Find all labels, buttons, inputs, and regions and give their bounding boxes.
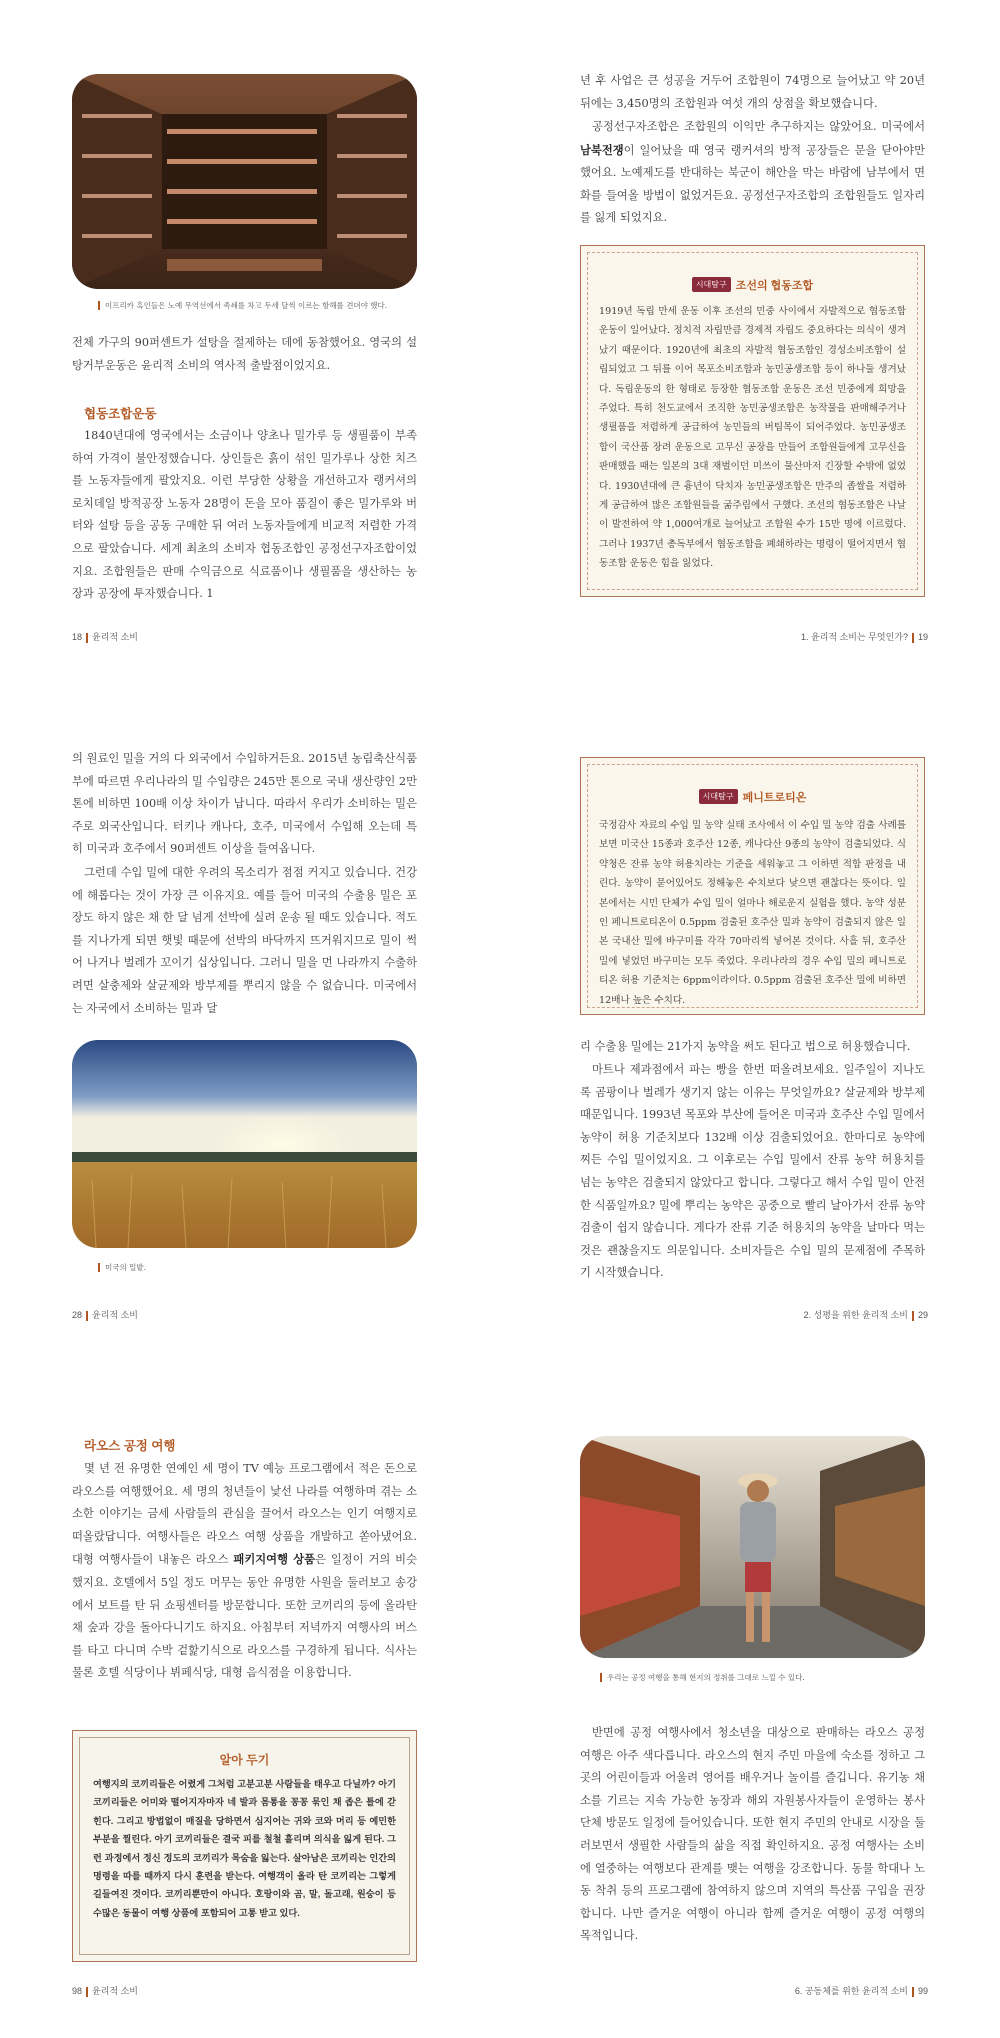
body-paragraph: 반면에 공정 여행사에서 청소년을 대상으로 판매하는 라오스 공정 여행은 아주 색다릅니다. 라오스의 현지 주민 마을에 숙소를 정하고 그곳의 어린이들과 어울려 영어를 배우거나 놀이를 즐깁니다. 유기농 채소를 기르는 지속 가능한 농장과 해외 자원봉사자들이 운영하는 봉사 단체 방문도 일정에 들어있습니다. 또한 현지 주민의 안내로 시장을 둘러보면서 생필한 사람들의 삶을 직접 확인하지요. 공정 여행사는 소비에 열중하는 여행보다 관계를 맺는 여행을 강조합니다. 동물 학대나 노동 착취 등의 프로그램에 참여하지 않으며 지역의 특산품 구입을 권장합니다. 나만 즐거운 여행이 아니라 함께 즐거운 여행이 공정 여행의 목적입니다. [580, 1726, 925, 1943]
body-paragraph: 공정선구자조합은 조합원의 이익만 추구하지는 않았어요. 미국에서 남북전쟁이 일어났을 때 영국 랭커셔의 방적 공장들은 문을 닫아야만 했어요. 노예제도를 반대하는 북군이 해안을 막는 바람에 남부에서 면화를 들여올 방법이 없었거든요. 공정선구자조합의 조합원들도 일자리를 잃게 되었지요. [580, 120, 925, 225]
page-folio: 18 윤리적 소비 [72, 632, 138, 642]
sidebar-badge: 시대탐구 [699, 789, 738, 804]
body-paragraph: 의 원료인 밀을 거의 다 외국에서 수입하거든요. 2015년 농림축산식품부에 따르면 우리나라의 밀 수입량은 245만 톤으로 국내 생산량인 2만 톤에 비하면 100배 이상 차이가 납니다. 따라서 우리가 소비하는 밀은 주로 외국산입니다. 터키나 캐나다, 호주, 미국에서 수입해 오는데 특히 미국과 호주에서 90퍼센트 이상을 들여옵니다. [72, 752, 417, 856]
photo-caption: 이프리카 흑인들은 노예 무역선에서 족쇄를 차고 두세 달씩 이르는 항해를 견뎌야 했다. [98, 300, 428, 311]
sidebar-box-joseon-coop [580, 245, 925, 597]
page-folio: 28 윤리적 소비 [72, 1310, 138, 1320]
sidebar-box-fenitrothion [580, 757, 925, 1015]
photo-caption: 우리는 공정 여행을 통해 현지의 정취를 그대로 느낄 수 있다. [600, 1672, 920, 1683]
body-paragraph: 몇 년 전 유명한 연예인 세 명이 TV 예능 프로그램에서 적은 돈으로 라오스를 여행했어요. 세 명의 청년들이 낯선 나라를 여행하며 겪는 소소한 이야기는 금세 사람들의 관심을 끌어서 라오스는 인기 여행지로 떠올랐답니다. 여행사들은 라오스 여행 상품을 개발하고 쏟아냈어요. 대형 여행사들이 내놓은 라오스 패키지여행 상품은 일정이 거의 비슷했지요. 호텔에서 5일 정도 머무는 동안 유명한 사원을 둘러보고 송강에서 보트를 탄 뒤 쇼핑센터를 방문합니다. 또한 코끼리의 등에 올라탄 채 숲과 강을 돌아다니기도 하지요. 아침부터 저녁까지 여행사의 버스를 타고 다니며 수박 겉핥기식으로 라오스를 구경하게 됩니다. 식사는 물론 호텔 식당이나 뷔페식당, 대형 음식점을 이용합니다. [72, 1462, 418, 1680]
slave-ship-photo [72, 74, 417, 289]
note-title: 알아 두기 [219, 1753, 270, 1767]
body-paragraph: 1840년대에 영국에서는 소금이나 양초나 밀가루 등 생필품이 부족하여 가격이 불안정했습니다. 상인들은 흙이 섞인 밀가루나 상한 치즈를 노동자들에게 팔았지요. 이런 부당한 상황을 개선하고자 랭커셔의 로치데일 방적공장 노동자 28명이 돈을 모아 품질이 좋은 밀가루와 버터와 설탕 등을 공동 구매한 뒤 여러 노동자들에게 비교적 저렴한 가격으로 팔았습니다. 세계 최초의 소비자 협동조합인 공정선구자조합이었지요. 조합원들은 판매 수익금으로 식료품이나 생필품을 생산하는 농장과 공장에 투자했습니다. 1 [72, 429, 417, 601]
body-paragraph: 그런데 수입 밀에 대한 우려의 목소리가 점점 커지고 있습니다. 건강에 해롭다는 것이 가장 큰 이유지요. 예를 들어 미국의 수출용 밀은 포장도 하지 않은 채 한 달 넘게 선박에 실려 운송 될 때도 있습니다. 적도를 지나가게 되면 햇빛 때문에 선박의 바닥까지 뜨거워지므로 밀이 썩어 나거나 벌레가 꼬이기 십상입니다. 그러니 밀을 먼 나라까지 수출하려면 살충제와 살균제와 방부제를 뿌리지 않을 수 없습니다. 미국에서는 자국에서 소비하는 밀과 달 [72, 866, 417, 1015]
section-heading: 라오스 공정 여행 [84, 1439, 176, 1453]
wheat-field-photo [72, 1040, 417, 1248]
sidebar-text: 국정감사 자료의 수입 밀 농약 실태 조사에서 이 수입 밀 농약 검출 사례를 보면 미국산 15종과 호주산 12종, 캐나다산 9종의 농약이 검출되었다. 식약청은 잔류 농약 허용치라는 기준을 세워놓고 그 이하면 적합 판정을 내린다. 농약이 묻어있어도 정해놓은 수치보다 낮으면 괜찮다는 뜻이다. 일본에서는 시민 단체가 수입 밀이 얼마나 해로운지 실험을 했다. 농약 성분인 페니트로티온이 0.5ppm 검출된 호주산 밀과 농약이 검출되지 않은 일본 국내산 밀에 바구미를 각각 70마리씩 넣어본 것이다. 사흘 뒤, 호주산 밀에 넣었던 바구미는 모두 죽었다. 우리나라의 경우 수입 밀의 페니트로티온 허용 기준치는 6ppm이라이다. 0.5ppm 검출된 호주산 밀에 비하면 12배나 높은 수치다. [599, 820, 906, 1006]
sidebar-title: 페니트로티온 [742, 791, 807, 804]
sidebar-text: 1919년 독립 만세 운동 이후 조선의 민중 사이에서 자발적으로 협동조합 운동이 일어났다. 정치적 자립만큼 경제적 자립도 중요하다는 의식이 생겨났기 때문이다. 1920년에 최초의 자발적 협동조합인 경성소비조합이 설립되었고 그 뒤를 이어 목포소비조합과 농민공생조합 등이 하나둘 생겨났다. 독립운동의 한 형태로 등장한 협동조합 운동은 조선 민중에게 희망을 주었다. 특히 천도교에서 조직한 농민공생조합은 농작물을 판매해주거나 생필품을 저렴하게 공급하여 농민들의 버팀목이 되어주었다. 농민공생조합이 국산품 장려 운동으로 고무신 공장을 만들어 조합원들에게 고무신을 판매했을 때는 일본의 3대 재벌이던 미쓰이 물산마저 긴장할 수밖에 없었다. 1930년대에 큰 흉년이 닥치자 농민공생조합은 만주의 좁쌀을 저렴하게 공급하여 많은 조합원들을 굶주림에서 구했다. 조선의 협동조합은 나날이 발전하여 약 1,000여개로 늘어났고 조합원 수가 15만 명에 이르렀다. 그러나 1937년 총독부에서 협동조합을 폐쇄하라는 명령이 떨어지면서 협동조합 운동은 힘을 잃었다. [599, 306, 906, 570]
page-folio: 98 윤리적 소비 [72, 1986, 138, 1996]
section-heading: 협동조합운동 [84, 407, 157, 421]
body-paragraph: 리 수출용 밀에는 21가지 농약을 써도 된다고 법으로 허용했습니다. [580, 1040, 911, 1053]
sidebar-title: 조선의 협동조합 [735, 279, 814, 292]
page-folio: 2. 성평을 위한 윤리적 소비 29 [803, 1310, 928, 1320]
page-folio: 6. 공동체를 위한 윤리적 소비 99 [794, 1986, 928, 1996]
note-box [72, 1730, 417, 1962]
traveler-photo [580, 1436, 925, 1658]
body-paragraph: 마트나 제과점에서 파는 빵을 한번 떠올려보세요. 일주일이 지나도록 곰팡이나 벌레가 생기지 않는 이유는 무엇일까요? 살균제와 방부제 때문입니다. 1993년 목포와 부산에 들어온 미국과 호주산 수입 밀에서 농약이 허용 기준치보다 132배 이상 검출되었어요. 한마디로 농약에 찌든 수입 밀이었지요. 그 이후로는 수입 밀에서 잔류 농약 허용치를 넘는 농약은 검출되지 않았다고 합니다. 그렇다고 해서 수입 밀이 안전한 식품일까요? 밀에 뿌리는 농약은 공중으로 빨리 날아가서 잔류 농약 검출이 쉽지 않습니다. 게다가 잔류 기준 허용치의 농약을 날마다 먹는 것은 괜찮을지도 의문입니다. 소비자들은 수입 밀의 문제점에 주목하기 시작했습니다. [580, 1063, 925, 1280]
sidebar-badge: 시대탐구 [692, 277, 731, 292]
body-paragraph: 년 후 사업은 큰 성공을 거두어 조합원이 74명으로 늘어났고 약 20년 뒤에는 3,450명의 조합원과 여섯 개의 상점을 확보했습니다. [580, 74, 925, 110]
body-paragraph: 전체 가구의 90퍼센트가 설탕을 절제하는 데에 동참했어요. 영국의 설탕거부운동은 윤리적 소비의 역사적 출발점이었지요. [72, 336, 417, 372]
note-text: 여행지의 코끼리들은 어렸게 그처럼 고분고분 사람들을 태우고 다닐까? 아기 코끼리들은 어미와 떨어지자마자 네 발과 몸통을 꽁꽁 묶인 채 좁은 틀에 갇힌다. 그리고 방법없이 매질을 당하면서 심지어는 귀와 코와 머리 등 예민한 부분을 찔린다. 아기 코끼리들은 결국 피를 철철 흘리며 의식을 잃게 된다. 그런 과정에서 정신 정도의 코끼리가 목숨을 잃는다. 살아남은 코끼리는 인간의 명령을 따를 때까지 다시 훈련을 받는다. 여행객이 올라 탄 코끼리는 그렇게 길들여진 것이다. 코끼리뿐만이 아니다. 호랑이와 곰, 말, 돌고래, 원숭이 등 수많은 동물이 여행 상품에 포함되어 고통 받고 있다. [93, 1779, 396, 1918]
page-folio: 1. 윤리적 소비는 무엇인가? 19 [801, 632, 928, 642]
photo-caption: 미국의 밀밭. [98, 1262, 398, 1273]
